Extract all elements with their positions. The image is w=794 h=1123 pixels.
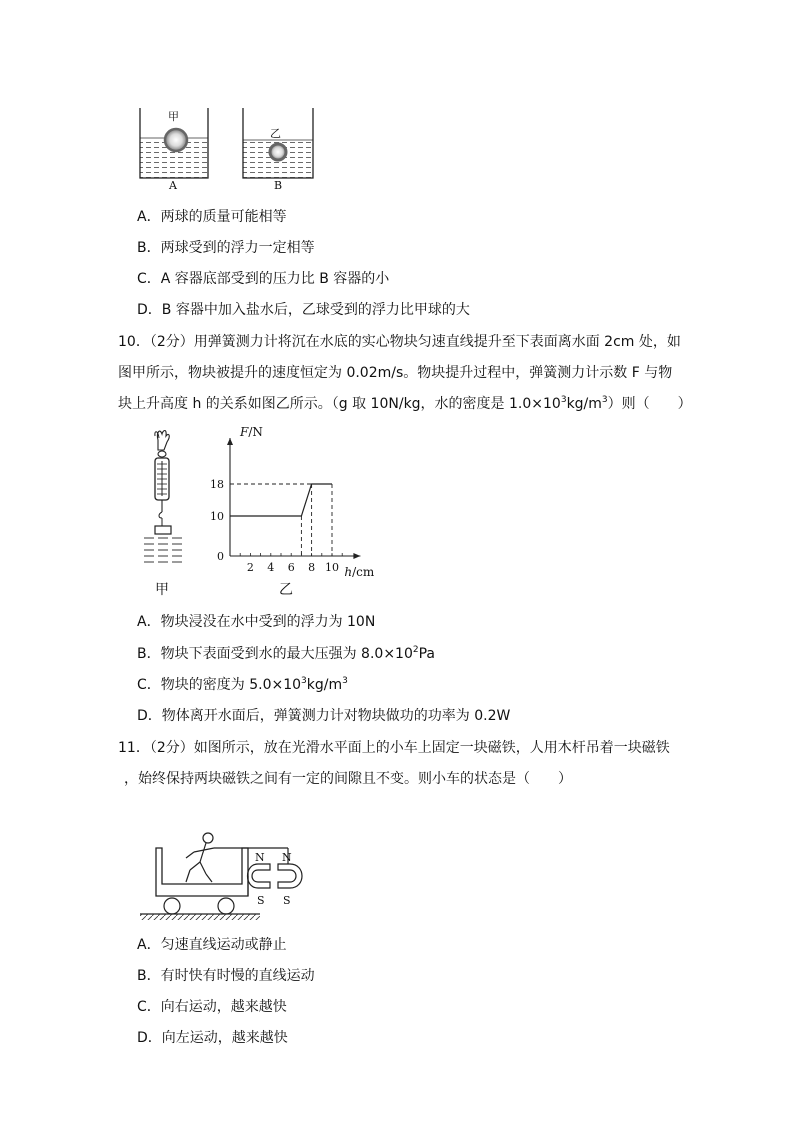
q9-caption-a: A xyxy=(169,179,177,192)
q9-label-yi: 乙 xyxy=(270,127,281,140)
q10-caption-jia: 甲 xyxy=(155,582,169,598)
q10-option-b: B．物块下表面受到水的最大压强为 $8.0\times 10^2Pa$ xyxy=(137,645,436,662)
q11-stem-line1: 11．（2分）如图所示，放在光滑水平面上的小车上固定一块磁铁，人用木杆吊着一块磁铁 xyxy=(118,740,670,756)
q10-option-a: A．物块浸没在水中受到的浮力为 10N xyxy=(137,614,376,630)
q9-caption-b: B xyxy=(274,179,283,192)
q9-label-jia: 甲 xyxy=(168,110,179,123)
y-tick-label: 0 xyxy=(217,550,224,563)
q10-option-d: D．物体离开水面后，弹簧测力计对物块做功的功率为 0.2W xyxy=(137,708,511,724)
q9-option-c: C．A 容器底部受到的压力比 B 容器的小 xyxy=(137,271,390,287)
q10-force-height-chart xyxy=(200,424,390,584)
q11-cart-magnet-figure xyxy=(140,826,320,926)
q11-option-c: C．向右运动，越来越快 xyxy=(137,999,287,1015)
x-tick-label: 8 xyxy=(308,561,316,574)
q11-pole-n1: N xyxy=(255,851,265,864)
y-tick-label: 10 xyxy=(210,510,224,523)
wheel-left xyxy=(164,898,180,914)
x-tick-label: 6 xyxy=(287,561,295,574)
y-axis-label: F/N xyxy=(240,425,263,439)
ball-jia xyxy=(165,129,187,151)
cart-magnet xyxy=(248,864,271,888)
q11-option-d: D．向左运动，越来越快 xyxy=(137,1030,288,1046)
q9-option-a: A．两球的质量可能相等 xyxy=(137,209,287,225)
wheel-right xyxy=(218,898,234,914)
q11-option-a: A．匀速直线运动或静止 xyxy=(137,937,287,953)
q10-stem-line2: 图甲所示，物块被提升的速度恒定为 0.02m/s。物块提升过程中，弹簧测力计示数 F 与物 xyxy=(118,365,673,381)
series-line xyxy=(230,484,332,516)
q9-option-d: D．B 容器中加入盐水后，乙球受到的浮力比甲球的大 xyxy=(137,302,470,318)
q10-stem-line3: 块上升高度 h 的关系如图乙所示。（g 取 10N/kg，水的密度是 $1.0\times 10^3kg/m^3$）则（ ） xyxy=(118,395,692,412)
q11-pole-n2: N xyxy=(282,851,292,864)
x-axis-label: h/cm xyxy=(344,565,375,579)
y-axis-arrow xyxy=(227,438,233,445)
q10-stem-line1: 10．（2分）用弹簧测力计将沉在水底的实心物块匀速直线提升至下表面离水面 2cm 处，如 xyxy=(118,334,681,350)
q10-option-c: C．物块的密度为 $5.0\times 10^3kg/m^3$ xyxy=(137,676,348,693)
q11-option-b: B．有时快有时慢的直线运动 xyxy=(137,968,315,984)
q9-option-b: B．两球受到的浮力一定相等 xyxy=(137,240,315,256)
x-tick-label: 4 xyxy=(267,561,275,574)
x-tick-label: 2 xyxy=(246,561,254,574)
x-tick-label: 10 xyxy=(325,561,339,574)
y-tick-label: 18 xyxy=(210,478,224,491)
q10-caption-yi: 乙 xyxy=(279,582,293,598)
q11-stem-line2: ，始终保持两块磁铁之间有一定的间隙且不变。则小车的状态是（ ） xyxy=(124,771,572,787)
q9-figure xyxy=(130,100,330,195)
ball-yi xyxy=(270,144,286,160)
q11-pole-s1: S xyxy=(257,894,265,907)
person xyxy=(186,833,214,882)
x-axis-arrow xyxy=(353,553,360,559)
hanging-magnet xyxy=(278,864,302,888)
q11-pole-s2: S xyxy=(283,894,291,907)
container-b xyxy=(243,108,313,178)
q10-spring-scale-figure xyxy=(138,428,188,573)
